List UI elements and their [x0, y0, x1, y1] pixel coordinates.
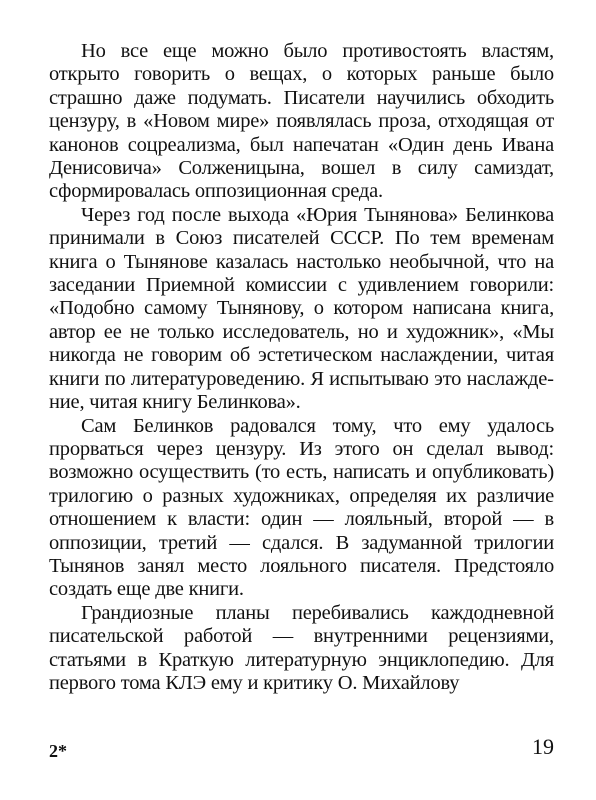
body-text	[49, 40, 554, 695]
book-page	[49, 40, 554, 695]
paragraph-4: Грандиозные планы перебивались каждодневной писательской работой — внутренними рецензиями, статьями в Краткую литературную энциклопедию. Для первого тома КЛЭ ему и критику О. Михайлову	[49, 601, 554, 694]
paragraph-2: Через год после выхода «Юрия Тынянова» Белинкова принимали в Союз писателей СССР. По тем временам книга о Тынянове казалась настолько необычной, что на заседании Приемной комиссии с удивлением говорили: «Подобно самому Тынянову, о котором написана книга, автор ее не только исследователь, но и художник», «Мы никогда не говорим об эстетическом наслаждении, читая книги по литературоведению. Я испытываю это наслаждение, читая книгу Белинкова».	[49, 203, 554, 414]
signature-mark: 2*	[49, 741, 67, 761]
paragraph-1: Но все еще можно было противостоять властям, открыто говорить о вещах, о которых раньше было страшно даже подумать. Писатели научились обходить цензуру, в «Новом мире» появлялась проза, отходящая от канонов соцреализма, был напечатан «Один день Ивана Денисовича» Солженицына, вошел в силу самиздат, сформировалась оппозиционная среда.	[49, 40, 554, 203]
page-footer	[49, 734, 554, 762]
page-number: 19	[532, 734, 554, 759]
paragraph-3: Сам Белинков радовался тому, что ему удалось прорваться через цензуру. Из этого он сделал вывод: возможно осуществить (то есть, написать и опубликовать) трилогию о разных художниках, определяя их различие отношением к власти: один — лояльный, второй — в оппозиции, третий — сдался. В задуманной трилогии Тынянов занял место лояльного писателя. Предстояло создать еще две книги.	[49, 414, 554, 601]
